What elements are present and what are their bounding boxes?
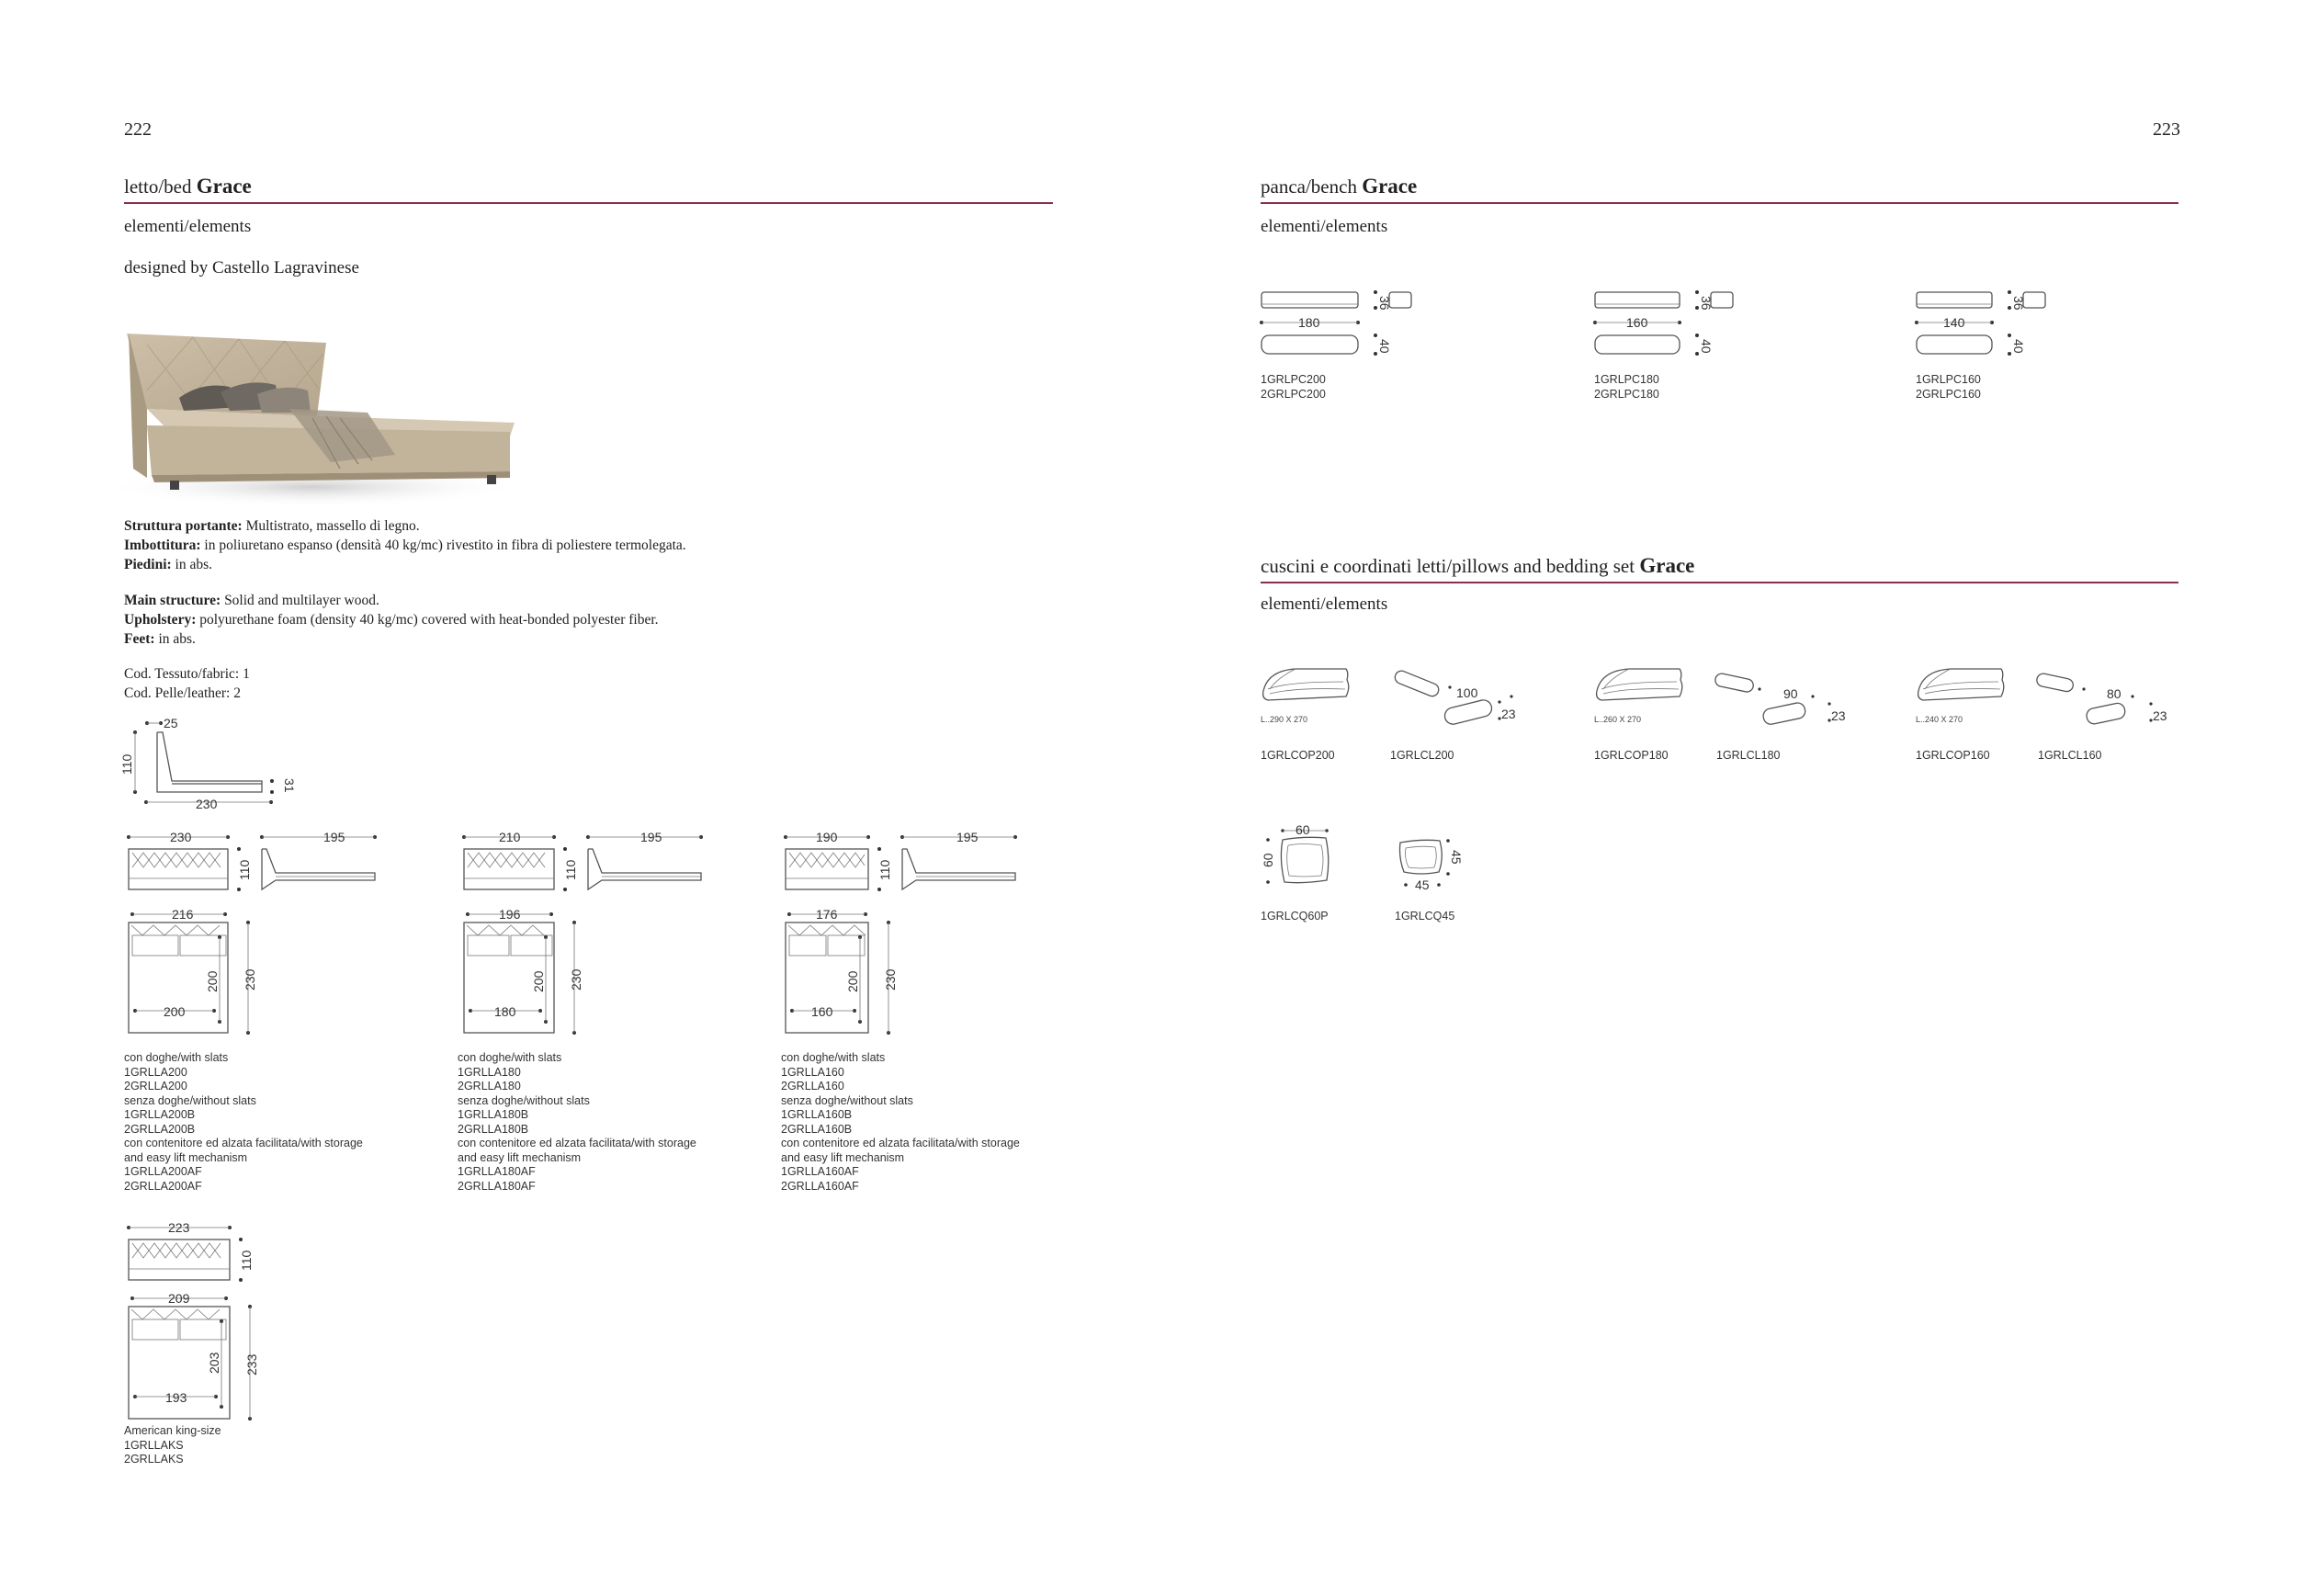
pillows-title [1261,554,1694,578]
bolster-length-dim: 100 [1456,685,1478,700]
height-dim: 110 [563,859,578,880]
pillows-title-name: Grace [1639,554,1695,577]
bed-codes-king: American king-size 1GRLLAKS 2GRLLAKS [124,1424,221,1466]
bench-width-dim: 160 [1626,315,1648,330]
bed-drawing-king [119,1217,276,1433]
material-codes [124,664,250,703]
height-dim: 110 [237,859,252,880]
mattress-length-dim: 200 [531,970,546,992]
bolster-code-160: 1GRLCL160 [2038,749,2102,762]
bench-subtitle: elementi/elements [1261,217,1388,236]
mattress-length-dim: 200 [845,970,860,992]
cushion-width-dim: 45 [1415,877,1430,892]
bench-title-prefix: panca/bench [1261,175,1357,198]
bed-drawing-200 [119,827,395,1047]
bedding-set-160 [1914,662,2208,735]
bedding-set-180 [1592,662,1886,735]
mattress-width-dim: 180 [494,1004,516,1019]
cushion-height-dim: 60 [1261,853,1275,867]
page-number-right: 223 [2153,119,2180,140]
cod-leather: Cod. Pelle/leather: 2 [124,685,241,701]
title-rule [124,202,1053,204]
bench-height-dim: 36 [1377,296,1392,311]
throw-size-label: L..260 X 270 [1594,715,1642,724]
bench-title [1261,175,1417,198]
spec-en-upholstery: Upholstery: polyurethane foam (density 40 kg/mc) covered with heat-bonded polyester fiber. [124,612,659,628]
cushion-code-60: 1GRLCQ60P [1261,910,1329,923]
king-front-width-dim: 223 [168,1220,190,1235]
bench-width-dim: 180 [1298,315,1320,330]
king-mattress-length-dim: 203 [207,1352,221,1374]
king-height-dim: 110 [239,1250,254,1271]
king-mattress-width-dim: 193 [165,1390,187,1405]
spec-it-structure: Struttura portante: Multistrato, massello di legno. [124,518,420,534]
specs-en [124,591,951,649]
bolster-code-180: 1GRLCL180 [1716,749,1781,762]
cushion-height-dim: 45 [1449,850,1464,865]
mattress-width-dim: 200 [164,1004,186,1019]
bench-drawing-160 [1592,287,1758,360]
side-depth-dim: 195 [956,830,979,844]
cod-fabric: Cod. Tessuto/fabric: 1 [124,666,250,682]
mattress-length-dim: 200 [205,970,220,992]
bench-depth-dim: 40 [1699,339,1714,354]
profile-height-dim: 110 [119,753,134,775]
designer-credit: designed by Castello Lagravinese [124,258,359,277]
bedding-set-200 [1259,662,1553,735]
profile-top-dim: 25 [164,716,178,730]
bed-title-prefix: letto/bed [124,175,192,198]
bed-codes-180: con doghe/with slats 1GRLLA180 2GRLLA180 senza doghe/without slats 1GRLLA180B 2GRLLA180B con contenitore ed alzata facilitata/with storage and easy lift mechanism 1GRLLA180AF 2GRLLA180AF [458,1051,696,1193]
spec-en-structure: Main structure: Solid and multilayer wood. [124,593,379,608]
front-width-dim: 230 [170,830,192,844]
king-plan-width-dim: 209 [168,1291,190,1306]
front-width-dim: 210 [499,830,521,844]
plan-width-dim: 176 [816,907,838,922]
side-depth-dim: 195 [323,830,345,844]
page-number-left: 222 [124,119,152,140]
bolster-length-dim: 80 [2107,686,2122,701]
bolster-length-dim: 90 [1783,686,1798,701]
bench-height-dim: 36 [1699,296,1714,311]
cushion-45 [1389,832,1481,905]
profile-base-dim: 31 [282,778,297,793]
bench-depth-dim: 40 [1377,339,1392,354]
plan-depth-dim: 230 [883,968,898,990]
cushion-60 [1257,818,1349,900]
bench-codes-180: 1GRLPC200 2GRLPC200 [1261,373,1326,401]
plan-width-dim: 196 [499,907,521,922]
pillows-title-prefix: cuscini e coordinati letti/pillows and bedding set [1261,555,1635,577]
bench-drawing-180 [1259,287,1424,360]
bench-title-rule [1261,202,2178,204]
height-dim: 110 [877,859,892,880]
bed-codes-200: con doghe/with slats 1GRLLA200 2GRLLA200 senza doghe/without slats 1GRLLA200B 2GRLLA200B con contenitore ed alzata facilitata/with storage and easy lift mechanism 1GRLLA200AF 2GRLLA200AF [124,1051,363,1193]
bed-drawing-180 [455,827,730,1047]
throw-code-160: 1GRLCOP160 [1916,749,1990,762]
plan-depth-dim: 230 [569,968,583,990]
bed-photo [92,317,533,510]
bench-width-dim: 140 [1943,315,1965,330]
front-width-dim: 190 [816,830,838,844]
plan-width-dim: 216 [172,907,194,922]
plan-depth-dim: 230 [243,968,257,990]
side-depth-dim: 195 [640,830,662,844]
throw-code-180: 1GRLCOP180 [1594,749,1669,762]
bolster-diameter-dim: 23 [1831,708,1846,723]
throw-size-label: L..240 X 270 [1916,715,1963,724]
bench-depth-dim: 40 [2011,339,2026,354]
bed-codes-160: con doghe/with slats 1GRLLA160 2GRLLA160 senza doghe/without slats 1GRLLA160B 2GRLLA160B con contenitore ed alzata facilitata/with storage and easy lift mechanism 1GRLLA160AF 2GRLLA160AF [781,1051,1020,1193]
bolster-code-200: 1GRLCL200 [1390,749,1454,762]
bolster-diameter-dim: 23 [1501,707,1516,721]
spec-en-feet: Feet: in abs. [124,631,196,647]
bench-codes-160: 1GRLPC180 2GRLPC180 [1594,373,1659,401]
bench-codes-140: 1GRLPC160 2GRLPC160 [1916,373,1981,401]
specs-it [124,516,951,574]
mattress-width-dim: 160 [811,1004,833,1019]
throw-size-label: L..290 X 270 [1261,715,1308,724]
bed-title [124,175,252,198]
throw-code-200: 1GRLCOP200 [1261,749,1335,762]
pillows-title-rule [1261,582,2178,583]
bed-drawing-160 [776,827,1052,1047]
profile-length-dim: 230 [196,797,218,811]
bench-title-name: Grace [1362,175,1418,198]
bed-side-profile [115,712,299,818]
king-plan-depth-dim: 233 [244,1353,259,1375]
bolster-diameter-dim: 23 [2153,708,2167,723]
bench-height-dim: 36 [2011,296,2026,311]
spec-it-padding: Imbottitura: in poliuretano espanso (densità 40 kg/mc) rivestito in fibra di poliestere termolegata. [124,538,686,553]
pillows-subtitle: elementi/elements [1261,594,1388,614]
bench-drawing-140 [1914,287,2079,360]
cushion-code-45: 1GRLCQ45 [1395,910,1455,923]
bed-title-name: Grace [196,175,252,198]
spec-it-feet: Piedini: in abs. [124,557,213,572]
cushion-width-dim: 60 [1296,822,1310,837]
bed-subtitle: elementi/elements [124,217,252,236]
